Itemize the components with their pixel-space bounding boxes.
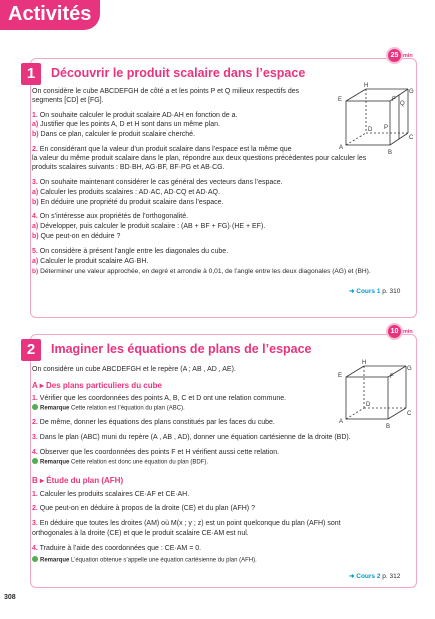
cube-figure-1 [336, 79, 414, 165]
question-1b: b) Dans ce plan, calculer le produit scalaire cherché. [32, 131, 196, 138]
vertex-B: B [388, 150, 393, 156]
vertex-F: F [390, 374, 394, 380]
arrow-icon: ➜ [349, 288, 357, 295]
question-b2: 2. Que peut-on en déduire à propos de la droite (CE) et du plan (AFH) ? [32, 505, 255, 512]
question-b4: 4. Traduire à l’aide des coordonnées que : CE·AM = 0. [32, 545, 202, 552]
arrow-icon: ➜ [349, 573, 357, 580]
question-4b: b) Que peut-on en déduire ? [32, 233, 121, 240]
activity-number: 2 [21, 339, 41, 361]
page-number: 308 [4, 594, 16, 601]
remark-icon [32, 458, 38, 464]
vertex-D: D [368, 127, 373, 133]
timer-badge [386, 323, 416, 341]
question-b3-line-2: orthogonales à la droite (CE) et que le produit scalaire CE·AM est nul. [32, 530, 249, 537]
question-2: 2. En considérant que la valeur d’un produit scalaire dans l’espace est la même que [32, 146, 292, 153]
intro-line-2: segments [CD] et [FG]. [32, 97, 104, 104]
intro-line-1: On considère le cube ABCDEFGH de côté a et les points P et Q milieux respectifs des [32, 88, 300, 95]
vertex-C: C [409, 135, 414, 141]
question-2-line-2: la valeur du même produit scalaire dans le plan, répondre aux deux questions précédentes pour calculer les [32, 155, 367, 162]
page-title: Activités [8, 3, 92, 25]
intro-line: On considère un cube ABCDEFGH et le repère (A ; AB , AD , AE). [32, 366, 236, 373]
timer-icon: 10 [386, 323, 403, 340]
remark-b4: Remarque L’équation obtenue s’appelle une équation cartésienne du plan (AFH). [32, 556, 257, 566]
timer-badge [386, 47, 416, 65]
vertex-H: H [364, 83, 369, 89]
cours-link-1[interactable]: ➜ Cours 1 p. 310 [349, 288, 401, 295]
question-4a: a) Développer, puis calculer le produit scalaire : (AB + BF + FG)·(HE + EF). [32, 223, 266, 230]
vertex-G: G [407, 366, 412, 372]
remark-a4: Remarque Cette relation est donc une équation du plan (BDF). [32, 458, 208, 468]
question-a4: 4. Observer que les coordonnées des points F et H vérifient aussi cette relation. [32, 449, 280, 456]
question-a2: 2. De même, donner les équations des plans constitués par les faces du cube. [32, 419, 275, 426]
question-4: 4. On s’intéresse aux propriétés de l’orthogonalité. [32, 213, 189, 220]
vertex-H: H [362, 360, 367, 366]
remark-icon [32, 404, 38, 410]
section-b-heading: B ▸ Étude du plan (AFH) [32, 476, 124, 485]
activity-title: Imaginer les équations de plans de l’espace [51, 342, 312, 356]
question-3b: b) En déduire une propriété du produit scalaire dans l’espace. [32, 199, 224, 206]
cube-figure-2 [336, 357, 414, 433]
timer-icon: 25 [386, 47, 403, 64]
vertex-B: B [386, 424, 391, 430]
question-5a: a) Calculer le produit scalaire AG·BH. [32, 258, 149, 265]
question-1: 1. On souhaite calculer le produit scalaire AD·AH en fonction de a. [32, 112, 238, 119]
point-P: P [384, 125, 389, 131]
question-1a: a) Justifier que les points A, D et H sont dans un même plan. [32, 121, 220, 128]
section-a-heading: A ▸ Des plans particuliers du cube [32, 381, 162, 390]
activity-card-1 [26, 52, 417, 318]
timer-unit: min [403, 329, 413, 335]
remark-icon [32, 556, 38, 562]
remark-a1: Remarque Cette relation est l’équation du plan (ABC). [32, 404, 185, 414]
activity-number: 1 [21, 63, 41, 85]
point-Q: Q [400, 101, 405, 107]
activity-title: Découvrir le produit scalaire dans l’espace [51, 66, 306, 80]
vertex-A: A [339, 145, 344, 151]
vertex-G: G [409, 89, 414, 95]
vertex-E: E [338, 373, 343, 379]
question-5: 5. On considère à présent l’angle entre les diagonales du cube. [32, 248, 229, 255]
vertex-E: E [338, 97, 343, 103]
timer-unit: min [403, 53, 413, 59]
activities-banner [0, 0, 100, 30]
vertex-D: D [366, 402, 371, 408]
question-b1: 1. Calculer les produits scalaires CE·AF et CE·AH. [32, 491, 190, 498]
question-5b: b) Déterminer une valeur approchée, en degré et arrondie à 0,01, de l’angle entre les deux diagonales (AG) et (BH). [32, 268, 371, 275]
question-2-line-3: produits scalaires suivants : BD·BH, AG·BF, BF·PG et AB·CG. [32, 164, 225, 171]
activity-card-2 [26, 328, 417, 588]
vertex-A: A [339, 419, 344, 425]
question-3: 3. On souhaite maintenant considérer le cas général des vecteurs dans l’espace. [32, 179, 283, 186]
vertex-C: C [407, 411, 412, 417]
question-a3: 3. Dans le plan (ABC) muni du repère (A , AB , AD), donner une équation cartésienne de la droite (BD). [32, 434, 351, 441]
question-b3: 3. En déduire que toutes les droites (AM) où M(x ; y ; z) est un point quelconque du plan (AFH) sont [32, 520, 341, 527]
question-a1: 1. Vérifier que les coordonnées des points A, B, C et D ont une relation commune. [32, 395, 287, 402]
cours-link-2[interactable]: ➜ Cours 2 p. 312 [349, 573, 401, 580]
question-3a: a) Calculer les produits scalaires : AD·AC, AD·CQ et AD·AQ. [32, 189, 220, 196]
vertex-F: F [392, 97, 396, 103]
